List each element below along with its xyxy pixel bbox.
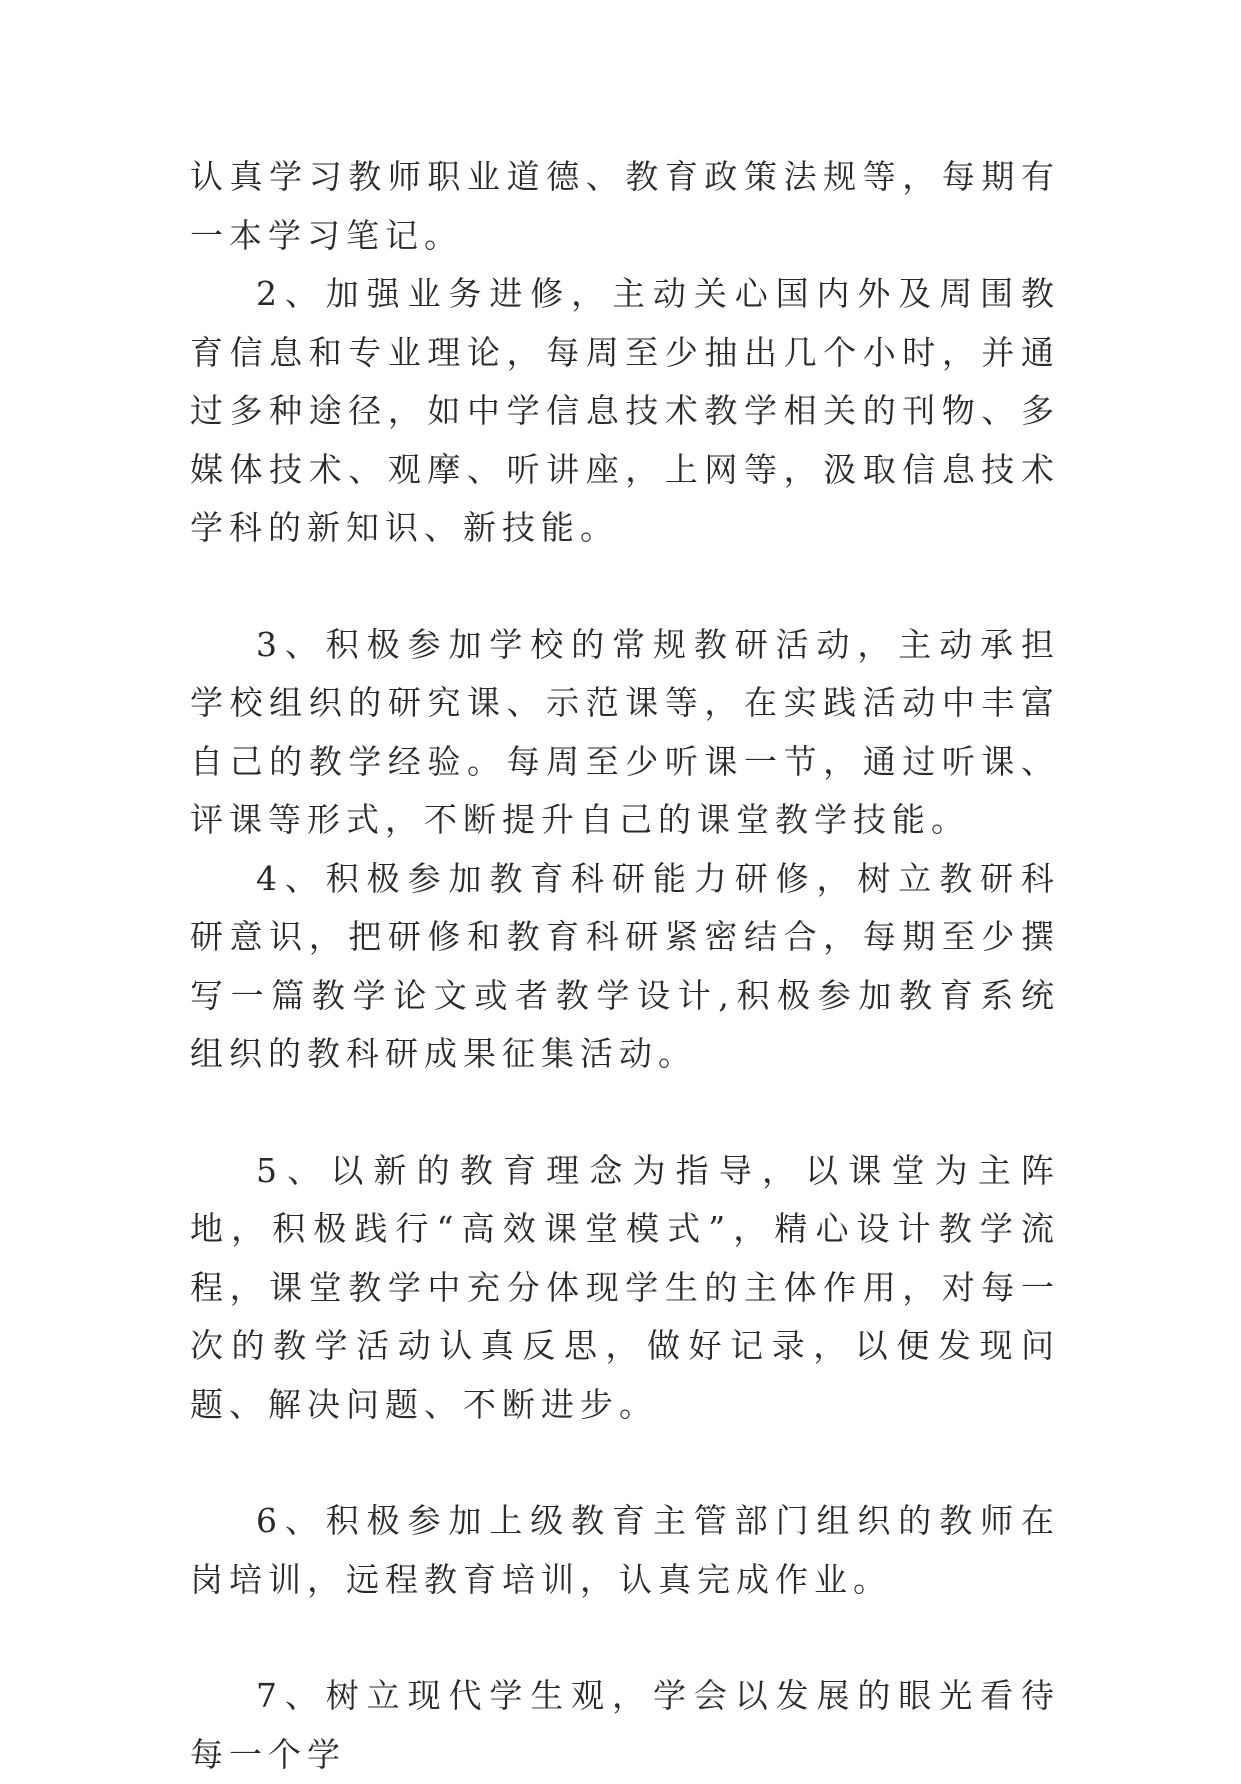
paragraph-item-6: 6、积极参加上级教育主管部门组织的教师在岗培训，远程教育培训，认真完成作业。	[190, 1501, 1060, 1599]
paragraph-item-7: 7、树立现代学生观，学会以发展的眼光看待每一个学	[190, 1676, 1060, 1774]
paragraph-item-5: 5、以新的教育理念为指导，以课堂为主阵地，积极践行“高效课堂模式”，精心设计教学流程，课堂教学中充分体现学生的主体作用，对每一次的教学活动认真反思，做好记录，以便发现问题、解决问题、不断进步。	[190, 1150, 1060, 1424]
paragraph-item-2: 2、加强业务进修，主动关心国内外及周围教育信息和专业理论，每周至少抽出几个小时，并通过多种途径，如中学信息技术教学相关的刊物、多媒体技术、观摩、听讲座，上网等，汲取信息技术学科的新知识、新技能。	[190, 274, 1060, 547]
paragraph-1-continuation: 认真学习教师职业道德、教育政策法规等，每期有一本学习笔记。	[190, 157, 1060, 255]
paragraph-item-4: 4、积极参加教育科研能力研修，树立教研科研意识，把研修和教育科研紧密结合，每期至少撰写一篇教学论文或者教学设计,积极参加教育系统组织的教科研成果征集活动。	[190, 858, 1060, 1073]
paragraph-item-3: 3、积极参加学校的常规教研活动，主动承担学校组织的研究课、示范课等，在实践活动中丰富自己的教学经验。每周至少听课一节，通过听课、评课等形式，不断提升自己的课堂教学技能。	[190, 624, 1060, 839]
document-body	[190, 148, 1060, 1784]
